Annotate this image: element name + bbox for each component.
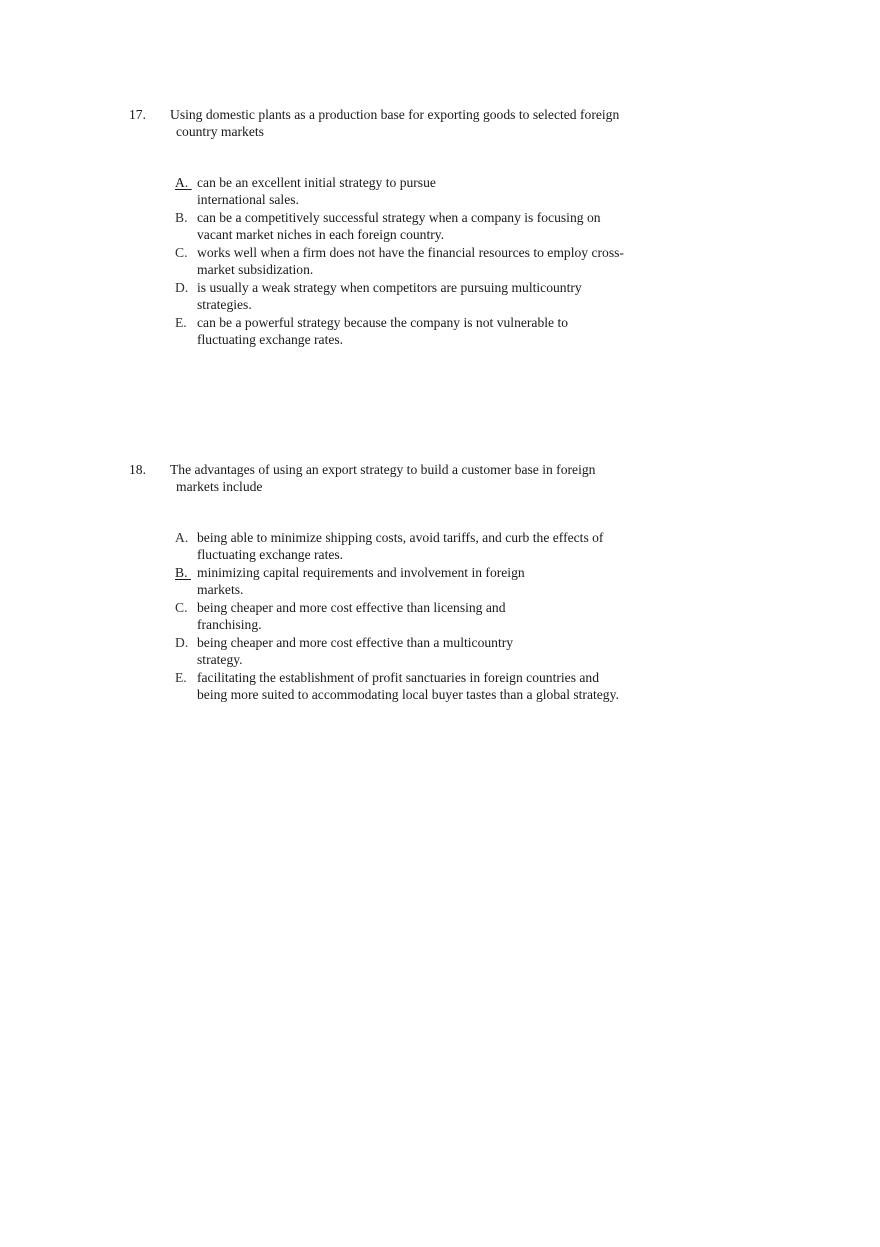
question-number: 17. — [129, 107, 146, 122]
option-letter: A. — [175, 530, 189, 545]
option-text-line: works well when a firm does not have the financial resources to employ cross- — [197, 245, 624, 260]
option-text-line: facilitating the establishment of profit sanctuaries in foreign countries and — [197, 670, 600, 685]
question-text-line: Using domestic plants as a production base for exporting goods to selected foreign — [170, 107, 620, 122]
answer-options — [175, 175, 665, 348]
answer-option-d[interactable] — [175, 635, 665, 668]
question-text — [170, 106, 669, 140]
question-text-line: markets include — [176, 479, 263, 494]
question-text-line: The advantages of using an export strategy to build a customer base in foreign — [170, 462, 596, 477]
option-text-line: minimizing capital requirements and involvement in foreign — [197, 565, 525, 580]
option-text-line: fluctuating exchange rates. — [197, 546, 344, 562]
question-18 — [129, 461, 669, 705]
option-letter: B. — [175, 210, 188, 225]
option-text-line: can be a competitively successful strategy when a company is focusing on — [197, 210, 601, 225]
option-letter: D. — [175, 280, 189, 295]
option-text-line: international sales. — [197, 191, 299, 207]
option-text-line: franchising. — [197, 616, 262, 632]
option-letter: C. — [175, 245, 188, 260]
option-text-line: strategies. — [197, 296, 252, 312]
answer-option-d[interactable] — [175, 280, 665, 313]
answer-options — [175, 530, 665, 703]
option-letter: E. — [175, 670, 187, 685]
option-text-line: being more suited to accommodating local buyer tastes than a global strategy. — [197, 686, 619, 702]
option-text-line: markets. — [197, 581, 244, 597]
question-number: 18. — [129, 462, 146, 477]
question-17 — [129, 106, 669, 350]
question-text-line: country markets — [176, 124, 264, 139]
question-stem — [129, 461, 669, 495]
option-text-line: market subsidization. — [197, 261, 314, 277]
option-text-line: vacant market niches in each foreign country. — [197, 226, 445, 242]
option-text-line: can be an excellent initial strategy to pursue — [197, 175, 436, 190]
option-text-line: fluctuating exchange rates. — [197, 331, 344, 347]
option-text-line: being cheaper and more cost effective than licensing and — [197, 600, 506, 615]
answer-option-b[interactable] — [175, 565, 665, 598]
answer-option-b[interactable] — [175, 210, 665, 243]
option-letter: C. — [175, 600, 188, 615]
answer-option-a[interactable] — [175, 175, 665, 208]
answer-option-e[interactable] — [175, 670, 665, 703]
answer-option-a[interactable] — [175, 530, 665, 563]
option-letter: D. — [175, 635, 189, 650]
option-text-line: being cheaper and more cost effective than a multicountry — [197, 635, 514, 650]
option-letter: B. — [175, 565, 188, 580]
option-text-line: can be a powerful strategy because the company is not vulnerable to — [197, 315, 569, 330]
question-text — [170, 461, 669, 495]
answer-option-c[interactable] — [175, 245, 665, 278]
answer-option-e[interactable] — [175, 315, 665, 348]
option-letter: A. — [175, 175, 189, 190]
option-text-line: strategy. — [197, 651, 243, 667]
answer-option-c[interactable] — [175, 600, 665, 633]
option-text-line: being able to minimize shipping costs, avoid tariffs, and curb the effects of — [197, 530, 604, 545]
option-text-line: is usually a weak strategy when competitors are pursuing multicountry — [197, 280, 582, 295]
question-stem — [129, 106, 669, 140]
option-letter: E. — [175, 315, 187, 330]
